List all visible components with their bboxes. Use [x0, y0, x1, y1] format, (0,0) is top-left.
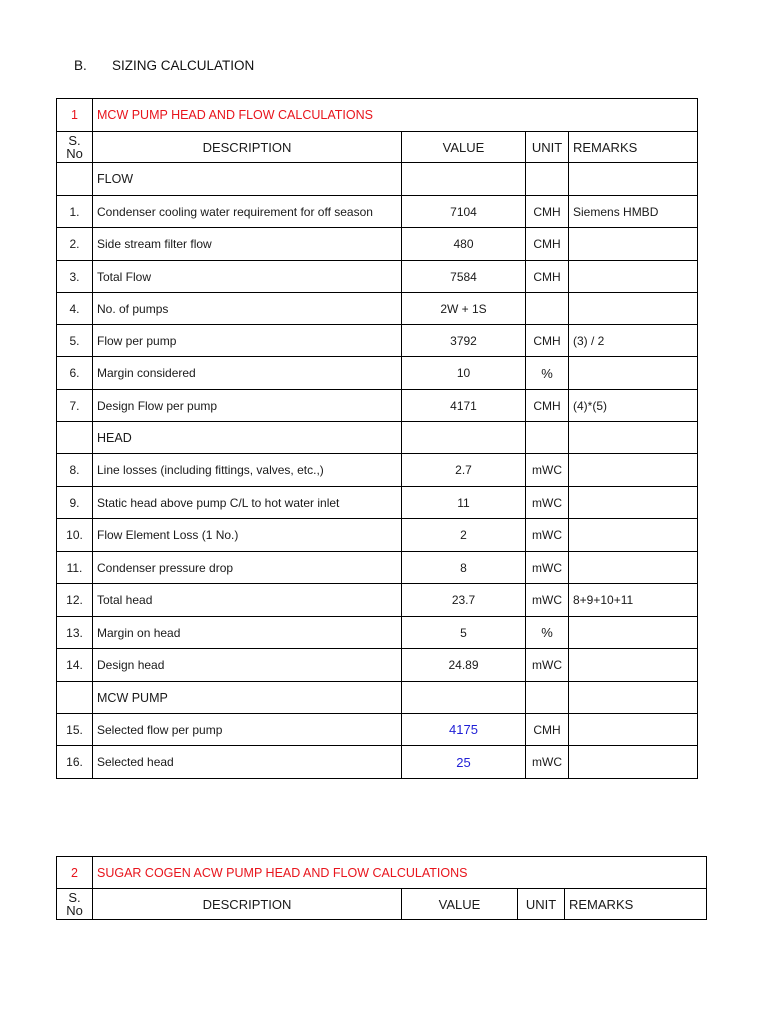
header-value: VALUE [402, 132, 526, 163]
header-remarks: REMARKS [565, 889, 707, 920]
row-remarks [569, 617, 698, 649]
row-description: Side stream filter flow [93, 228, 402, 261]
row-value: 2W + 1S [402, 293, 526, 325]
row-value: 480 [402, 228, 526, 261]
row-sno: 4. [57, 293, 93, 325]
header-value: VALUE [402, 889, 518, 920]
row-description: Flow per pump [93, 325, 402, 357]
table-title-row [57, 99, 698, 132]
row-description: Flow Element Loss (1 No.) [93, 519, 402, 552]
table-row [57, 649, 698, 682]
table-title: MCW PUMP HEAD AND FLOW CALCULATIONS [93, 99, 698, 132]
row-description: Total head [93, 584, 402, 617]
row-unit: mWC [526, 649, 569, 682]
table-header-row [57, 889, 707, 920]
row-sno: 16. [57, 746, 93, 779]
row-remarks: Siemens HMBD [569, 196, 698, 228]
row-sno: 15. [57, 714, 93, 746]
row-remarks [569, 454, 698, 487]
section-label-mcw-pump: MCW PUMP [93, 682, 402, 714]
row-unit: mWC [526, 487, 569, 519]
row-sno: 10. [57, 519, 93, 552]
row-remarks: (3) / 2 [569, 325, 698, 357]
row-value: 8 [402, 552, 526, 584]
table-row [57, 746, 698, 779]
table-number: 2 [57, 857, 93, 889]
row-unit [526, 293, 569, 325]
table-row [57, 519, 698, 552]
section-label-head: HEAD [93, 422, 402, 454]
row-value: 11 [402, 487, 526, 519]
row-unit: CMH [526, 196, 569, 228]
header-unit: UNIT [526, 132, 569, 163]
row-value: 4171 [402, 390, 526, 422]
row-unit: mWC [526, 454, 569, 487]
header-sno: S. No [57, 132, 93, 163]
row-sno: 6. [57, 357, 93, 390]
header-unit: UNIT [518, 889, 565, 920]
row-unit: CMH [526, 390, 569, 422]
row-sno: 12. [57, 584, 93, 617]
table-row [57, 261, 698, 293]
row-unit: mWC [526, 746, 569, 779]
row-description: Condenser cooling water requirement for off season [93, 196, 402, 228]
section-label-flow: FLOW [93, 163, 402, 196]
table-row [57, 487, 698, 519]
sugar-cogen-acw-pump-calculation-table [56, 856, 707, 920]
row-value: 2 [402, 519, 526, 552]
row-remarks: 8+9+10+11 [569, 584, 698, 617]
table-title: SUGAR COGEN ACW PUMP HEAD AND FLOW CALCULATIONS [93, 857, 707, 889]
section-heading-number: B. [74, 58, 87, 73]
row-sno: 14. [57, 649, 93, 682]
row-unit: CMH [526, 325, 569, 357]
row-sno: 5. [57, 325, 93, 357]
row-description: Design Flow per pump [93, 390, 402, 422]
row-description: Design head [93, 649, 402, 682]
table-number: 1 [57, 99, 93, 132]
row-sno: 1. [57, 196, 93, 228]
row-unit: mWC [526, 584, 569, 617]
table-row [57, 584, 698, 617]
row-remarks [569, 357, 698, 390]
row-description: Selected head [93, 746, 402, 779]
row-unit: mWC [526, 552, 569, 584]
row-unit: CMH [526, 261, 569, 293]
row-description: Static head above pump C/L to hot water inlet [93, 487, 402, 519]
row-remarks [569, 487, 698, 519]
table-row [57, 714, 698, 746]
row-unit: % [526, 617, 569, 649]
row-sno: 3. [57, 261, 93, 293]
row-sno: 9. [57, 487, 93, 519]
row-description: Margin on head [93, 617, 402, 649]
row-description: Total Flow [93, 261, 402, 293]
row-sno: 11. [57, 552, 93, 584]
mcw-pump-calculation-table [56, 98, 698, 779]
row-remarks [569, 293, 698, 325]
row-remarks [569, 519, 698, 552]
table-row [57, 357, 698, 390]
row-value: 2.7 [402, 454, 526, 487]
header-remarks: REMARKS [569, 132, 698, 163]
row-unit: mWC [526, 519, 569, 552]
row-unit: CMH [526, 228, 569, 261]
row-value: 7104 [402, 196, 526, 228]
header-description: DESCRIPTION [93, 889, 402, 920]
row-description: Line losses (including fittings, valves, etc.,) [93, 454, 402, 487]
table-header-row [57, 132, 698, 163]
row-value: 4175 [402, 714, 526, 746]
table-row [57, 293, 698, 325]
row-remarks [569, 228, 698, 261]
row-remarks [569, 746, 698, 779]
header-sno: S. No [57, 889, 93, 920]
row-sno: 2. [57, 228, 93, 261]
header-description: DESCRIPTION [93, 132, 402, 163]
section-row-head [57, 422, 698, 454]
row-value: 5 [402, 617, 526, 649]
section-heading-title: SIZING CALCULATION [112, 58, 255, 73]
row-remarks [569, 714, 698, 746]
table-title-row [57, 857, 707, 889]
table-row [57, 196, 698, 228]
row-value: 24.89 [402, 649, 526, 682]
section-row-flow [57, 163, 698, 196]
table-row [57, 617, 698, 649]
row-remarks: (4)*(5) [569, 390, 698, 422]
row-value: 7584 [402, 261, 526, 293]
row-value: 10 [402, 357, 526, 390]
row-value: 25 [402, 746, 526, 779]
row-value: 23.7 [402, 584, 526, 617]
row-description: Margin considered [93, 357, 402, 390]
row-unit: CMH [526, 714, 569, 746]
row-sno: 13. [57, 617, 93, 649]
row-remarks [569, 261, 698, 293]
table-row [57, 390, 698, 422]
row-sno: 8. [57, 454, 93, 487]
table-row [57, 325, 698, 357]
row-description: No. of pumps [93, 293, 402, 325]
row-description: Selected flow per pump [93, 714, 402, 746]
row-remarks [569, 649, 698, 682]
row-unit: % [526, 357, 569, 390]
row-value: 3792 [402, 325, 526, 357]
table-row [57, 454, 698, 487]
row-sno: 7. [57, 390, 93, 422]
row-description: Condenser pressure drop [93, 552, 402, 584]
row-remarks [569, 552, 698, 584]
table-row [57, 228, 698, 261]
table-row [57, 552, 698, 584]
section-row-mcw-pump [57, 682, 698, 714]
